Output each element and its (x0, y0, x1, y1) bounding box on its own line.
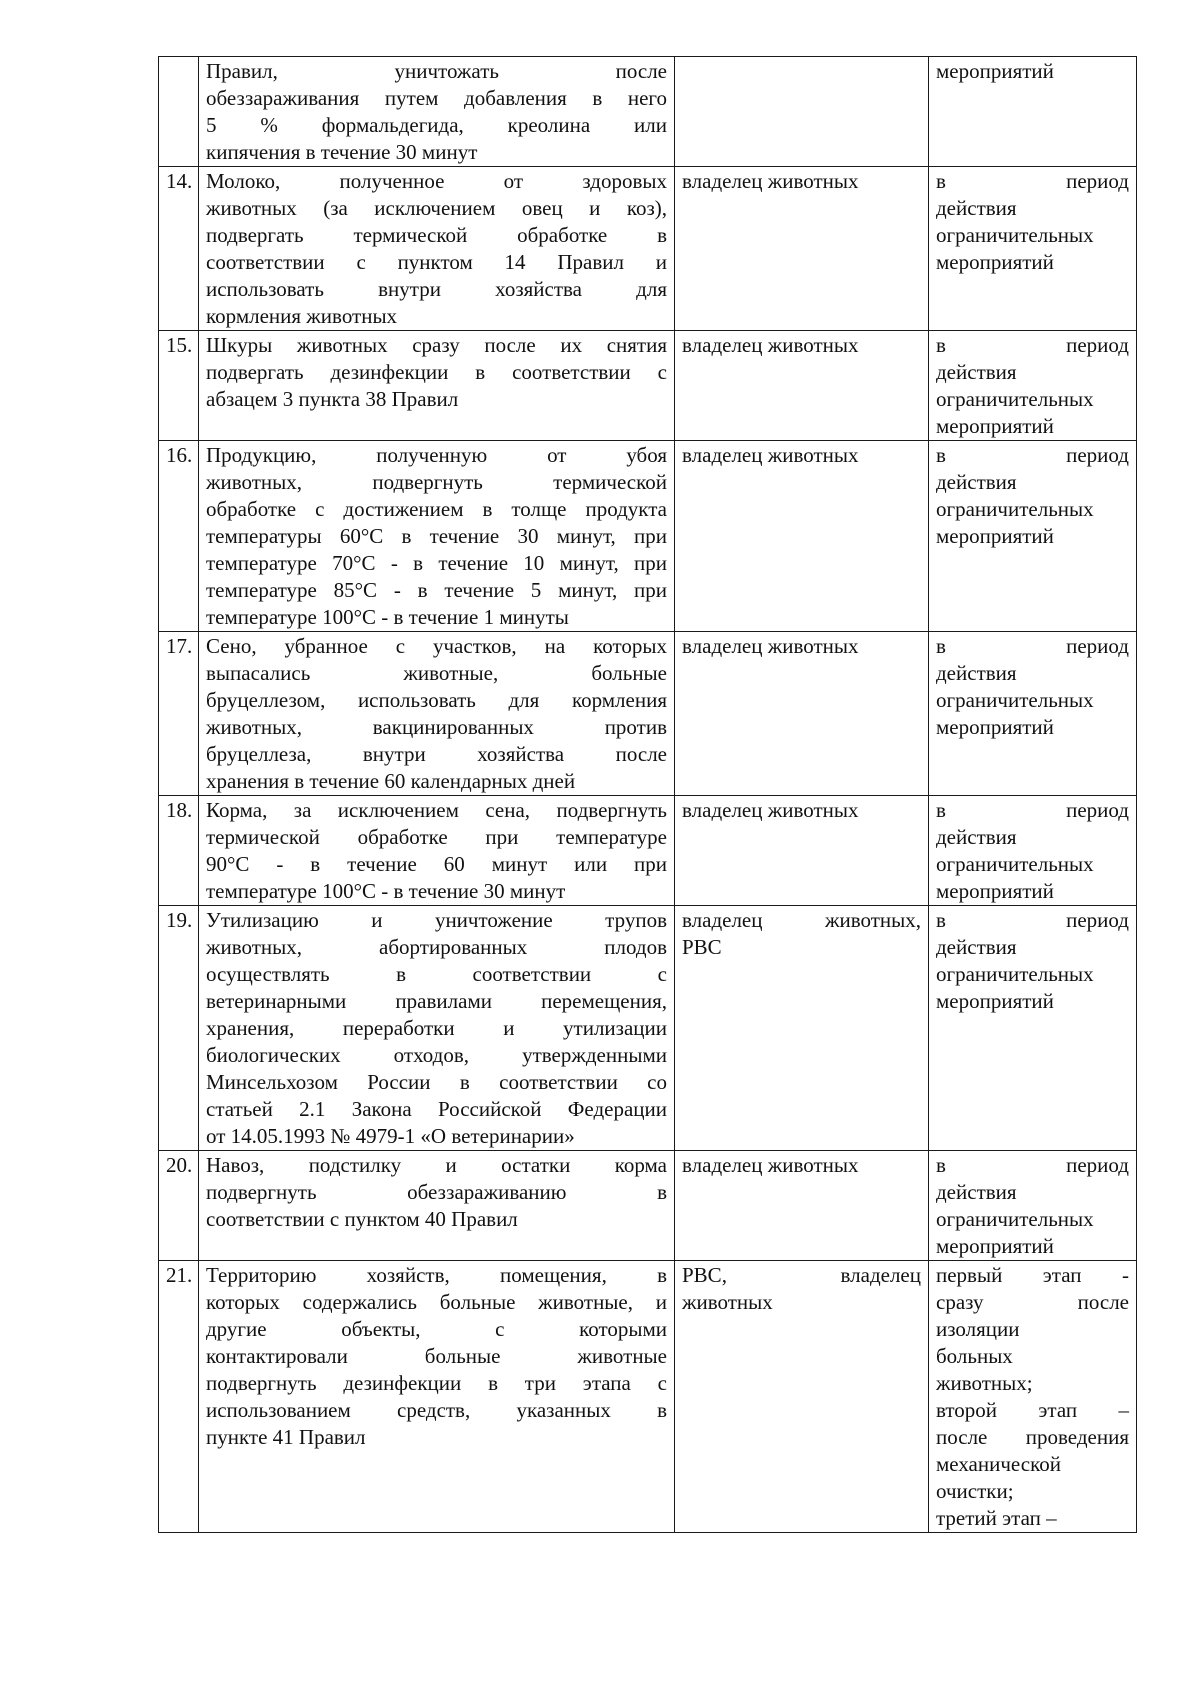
deadline-cell (929, 906, 1137, 1151)
measure-line: 5 % формальдегида, креолина или (206, 113, 667, 137)
table-row (159, 796, 1137, 906)
deadline-cell (929, 331, 1137, 441)
measure-line: температуре 85°С - в течение 5 минут, при (206, 578, 667, 602)
measure-line: от 14.05.1993 № 4979-1 «О ветеринарии» (206, 1124, 575, 1148)
measure-line: использовать внутри хозяйства для (206, 277, 667, 301)
deadline-cell (929, 632, 1137, 796)
measure-line: Правил, уничтожать после (206, 59, 667, 83)
measure-line: Минсельхозом России в соответствии со (206, 1070, 667, 1094)
performer-cell (675, 57, 929, 167)
deadline-line: в период (936, 1153, 1129, 1177)
measure-line: температуре 100°С - в течение 30 минут (206, 879, 566, 903)
deadline-line: ограничительных (936, 387, 1094, 411)
row-number: 21. (159, 1261, 199, 1533)
measure-line: пункте 41 Правил (206, 1425, 366, 1449)
measures-table-body (159, 57, 1137, 1533)
performer-cell (675, 167, 929, 331)
measure-cell (199, 441, 675, 632)
measure-cell (199, 632, 675, 796)
performer-cell (675, 632, 929, 796)
deadline-line: мероприятий (936, 524, 1054, 548)
performer-line: владелец животных (682, 1153, 859, 1177)
measure-line: использованием средств, указанных в (206, 1398, 667, 1422)
deadline-line: мероприятий (936, 715, 1054, 739)
measure-line: ветеринарными правилами перемещения, (206, 989, 667, 1013)
deadline-line: действия (936, 1180, 1017, 1204)
measure-line: Корма, за исключением сена, подвергнуть (206, 798, 667, 822)
measure-line: животных (за исключением овец и коз), (206, 196, 667, 220)
measure-line: осуществлять в соответствии с (206, 962, 667, 986)
performer-line: владелец животных (682, 798, 859, 822)
measure-line: обработке с достижением в толще продукта (206, 497, 667, 521)
deadline-line: мероприятий (936, 1234, 1054, 1258)
deadline-line: в период (936, 333, 1129, 357)
deadline-line: больных (936, 1344, 1013, 1368)
measure-line: животных, вакцинированных против (206, 715, 667, 739)
measures-table (158, 56, 1137, 1533)
table-row (159, 1261, 1137, 1533)
measure-line: кипячения в течение 30 минут (206, 140, 478, 164)
measure-line: абзацем 3 пункта 38 Правил (206, 387, 459, 411)
measure-line: температуры 60°С в течение 30 минут, при (206, 524, 667, 548)
measure-line: температуре 70°С - в течение 10 минут, при (206, 551, 667, 575)
table-row (159, 441, 1137, 632)
measure-line: биологических отходов, утвержденными (206, 1043, 667, 1067)
measure-line: термической обработке при температуре (206, 825, 667, 849)
measure-line: другие объекты, с которыми (206, 1317, 667, 1341)
measure-cell (199, 167, 675, 331)
measure-line: Молоко, полученное от здоровых (206, 169, 667, 193)
measure-line: статьей 2.1 Закона Российской Федерации (206, 1097, 667, 1121)
performer-cell (675, 796, 929, 906)
deadline-line: в период (936, 908, 1129, 932)
row-number (159, 57, 199, 167)
deadline-line: в период (936, 798, 1129, 822)
measure-line: животных, абортированных плодов (206, 935, 667, 959)
row-number: 20. (159, 1151, 199, 1261)
deadline-cell (929, 441, 1137, 632)
table-row (159, 57, 1137, 167)
deadline-line: действия (936, 470, 1017, 494)
measure-cell (199, 1151, 675, 1261)
measure-line: соответствии с пунктом 14 Правил и (206, 250, 667, 274)
table-row (159, 906, 1137, 1151)
measure-line: бруцеллезом, использовать для кормления (206, 688, 667, 712)
measure-line: соответствии с пунктом 40 Правил (206, 1207, 518, 1231)
measure-line: Навоз, подстилку и остатки корма (206, 1153, 667, 1177)
deadline-line: изоляции (936, 1317, 1020, 1341)
measure-line: Утилизацию и уничтожение трупов (206, 908, 667, 932)
deadline-line: ограничительных (936, 688, 1094, 712)
performer-line: РВС (682, 935, 722, 959)
measure-line: которых содержались больные животные, и (206, 1290, 667, 1314)
deadline-line: действия (936, 661, 1017, 685)
deadline-cell (929, 1261, 1137, 1533)
deadline-line: ограничительных (936, 962, 1094, 986)
deadline-line: в период (936, 634, 1129, 658)
measure-line: животных, подвергнуть термической (206, 470, 667, 494)
measure-line: 90°С - в течение 60 минут или при (206, 852, 667, 876)
performer-cell (675, 441, 929, 632)
table-row (159, 632, 1137, 796)
deadline-line: третий этап – (936, 1506, 1057, 1530)
measure-line: хранения в течение 60 календарных дней (206, 769, 576, 793)
performer-line: РВС, владелец (682, 1263, 921, 1287)
measure-line: температуре 100°С - в течение 1 минуты (206, 605, 569, 629)
row-number: 17. (159, 632, 199, 796)
measure-line: подвергать дезинфекции в соответствии с (206, 360, 667, 384)
deadline-cell (929, 167, 1137, 331)
deadline-cell (929, 796, 1137, 906)
measure-line: обеззараживания путем добавления в него (206, 86, 667, 110)
performer-line: владелец животных (682, 443, 859, 467)
table-row (159, 331, 1137, 441)
deadline-line: первый этап - (936, 1263, 1129, 1287)
deadline-line: механической (936, 1452, 1061, 1476)
measure-cell (199, 906, 675, 1151)
performer-cell (675, 906, 929, 1151)
deadline-line: мероприятий (936, 989, 1054, 1013)
measure-line: подвергнуть дезинфекции в три этапа с (206, 1371, 667, 1395)
measure-line: хранения, переработки и утилизации (206, 1016, 667, 1040)
deadline-line: мероприятий (936, 879, 1054, 903)
deadline-line: в период (936, 443, 1129, 467)
deadline-line: второй этап – (936, 1398, 1129, 1422)
measure-line: выпасались животные, больные (206, 661, 667, 685)
deadline-line: мероприятий (936, 250, 1054, 274)
deadline-line: мероприятий (936, 414, 1054, 438)
deadline-cell (929, 57, 1137, 167)
deadline-line: ограничительных (936, 852, 1094, 876)
deadline-cell (929, 1151, 1137, 1261)
table-row (159, 1151, 1137, 1261)
deadline-line: животных; (936, 1371, 1033, 1395)
table-row (159, 167, 1137, 331)
deadline-line: мероприятий (936, 59, 1054, 83)
deadline-line: действия (936, 196, 1017, 220)
measure-line: бруцеллеза, внутри хозяйства после (206, 742, 667, 766)
row-number: 16. (159, 441, 199, 632)
measure-cell (199, 331, 675, 441)
deadline-line: в период (936, 169, 1129, 193)
performer-line: владелец животных (682, 634, 859, 658)
deadline-line: действия (936, 825, 1017, 849)
deadline-line: действия (936, 935, 1017, 959)
measure-cell (199, 796, 675, 906)
measure-line: Шкуры животных сразу после их снятия (206, 333, 667, 357)
deadline-line: ограничительных (936, 497, 1094, 521)
row-number: 18. (159, 796, 199, 906)
deadline-line: действия (936, 360, 1017, 384)
deadline-line: ограничительных (936, 223, 1094, 247)
measure-line: подвергать термической обработке в (206, 223, 667, 247)
measure-line: кормления животных (206, 304, 398, 328)
performer-line: владелец животных, (682, 908, 921, 932)
measure-line: контактировали больные животные (206, 1344, 667, 1368)
row-number: 19. (159, 906, 199, 1151)
performer-cell (675, 331, 929, 441)
performer-line: владелец животных (682, 333, 859, 357)
deadline-line: очистки; (936, 1479, 1014, 1503)
measure-line: Сено, убранное с участков, на которых (206, 634, 667, 658)
measure-line: Продукцию, полученную от убоя (206, 443, 667, 467)
performer-cell (675, 1151, 929, 1261)
row-number: 14. (159, 167, 199, 331)
measure-cell (199, 57, 675, 167)
deadline-line: сразу после (936, 1290, 1129, 1314)
measure-line: Территорию хозяйств, помещения, в (206, 1263, 667, 1287)
performer-line: животных (682, 1290, 773, 1314)
measure-cell (199, 1261, 675, 1533)
deadline-line: после проведения (936, 1425, 1129, 1449)
deadline-line: ограничительных (936, 1207, 1094, 1231)
performer-cell (675, 1261, 929, 1533)
measure-line: подвергнуть обеззараживанию в (206, 1180, 667, 1204)
row-number: 15. (159, 331, 199, 441)
performer-line: владелец животных (682, 169, 859, 193)
